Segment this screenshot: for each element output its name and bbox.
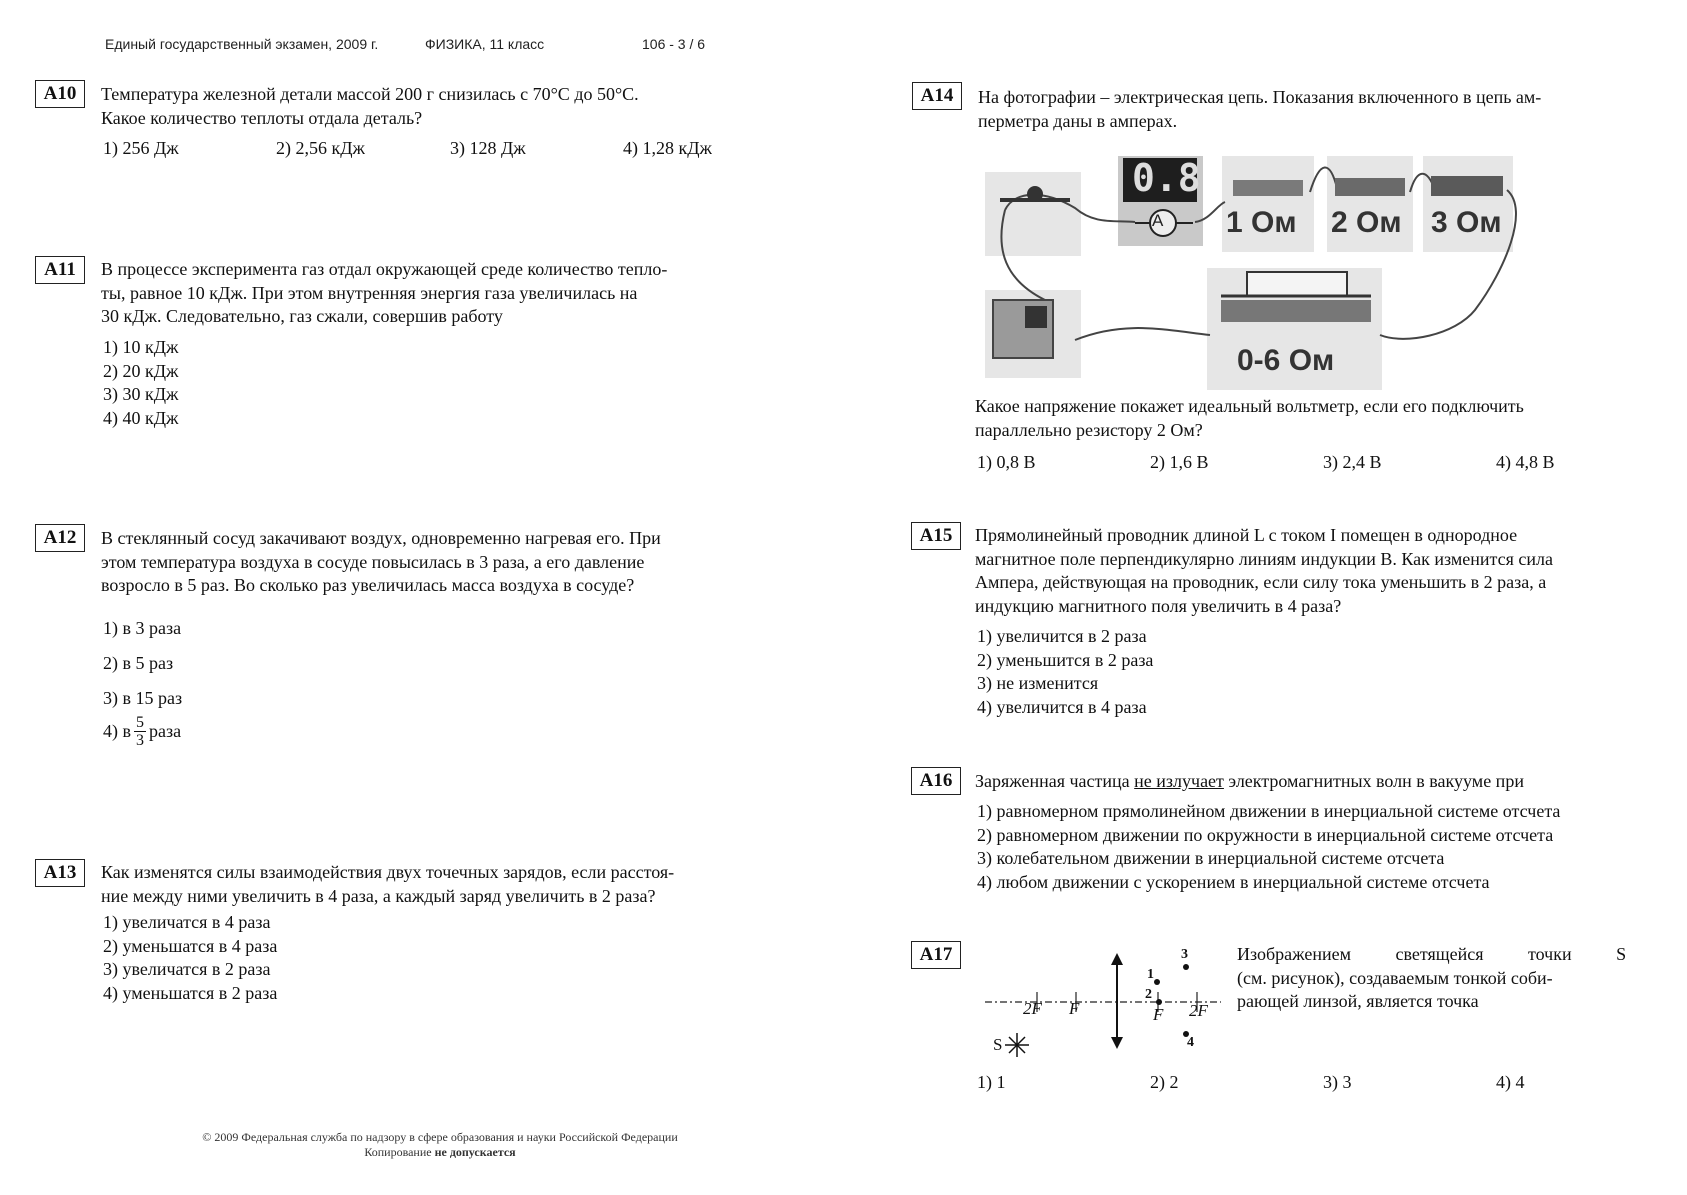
a11-option-4: 4) 40 кДж (103, 407, 179, 428)
a17-option-3: 3) 3 (1323, 1072, 1352, 1092)
label-point-1: 1 (1147, 967, 1154, 982)
label-point-3: 3 (1181, 947, 1188, 962)
label-f-left: F (1069, 999, 1080, 1018)
exam-title: Единый государственный экзамен, 2009 г. (105, 36, 379, 52)
a11-option-2: 2) 20 кДж (103, 360, 179, 381)
a15-text: Прямолинейный проводник длиной L с током I помещен в однородное магнитное поле перпендикулярно линиям индукции B. Как изменится сила Ампера, действующая на проводник, если силу тока уменьшить в 2 раза, а индукцию магнитного поля увеличить в 4 раза? (975, 525, 1553, 616)
footer-copyright: © 2009 Федеральная служба по надзору в сфере образования и науки Российской Федерации (202, 1130, 678, 1144)
a15-option-4: 4) увеличится в 4 раза (977, 696, 1147, 717)
a16-option-4: 4) любом движении с ускорением в инерциальной системе отсчета (977, 871, 1490, 892)
a17-option-4: 4) 4 (1496, 1072, 1525, 1092)
fraction: $\frac{5}{3}$ (136, 714, 144, 749)
a15-option-3: 3) не изменится (977, 673, 1099, 693)
a17-option-2: 2) 2 (1150, 1072, 1179, 1092)
rheostat-label: 0-6 Ом (1237, 344, 1335, 377)
label-f-right: F (1153, 1005, 1164, 1024)
a16-option-3: 3) колебательном движении в инерциальной системе отсчета (977, 848, 1445, 868)
a12-option-4: 4) в $\frac{5}{3}$ раза (103, 714, 182, 749)
label-source-s: S (993, 1035, 1003, 1054)
ammeter-reading: 0.8 (1132, 156, 1201, 200)
a10-number: A10 (35, 80, 85, 108)
a12-option-2: 2) в 5 раз (103, 653, 174, 673)
resistor-1-label: 1 Ом (1226, 206, 1297, 239)
circuit-photo (985, 150, 1540, 390)
a10-option-2: 2) 2,56 кДж (276, 138, 365, 158)
footer-copy-notice: Копирование не допускается (364, 1145, 516, 1159)
a10-option-1: 1) 256 Дж (103, 138, 179, 158)
label-point-4: 4 (1187, 1035, 1194, 1050)
a12-option-3: 3) в 15 раз (103, 688, 183, 708)
ammeter-symbol-label: A (1152, 211, 1164, 230)
a15-option-2: 2) уменьшится в 2 раза (977, 649, 1154, 670)
a13-option-2: 2) уменьшатся в 4 раза (103, 935, 278, 956)
a17-text: Изображением светящейся точки S (см. рисунок), создаваемым тонкой соби- рающей линзой, является точка (1237, 944, 1627, 1011)
a12-option-1: 1) в 3 раза (103, 618, 182, 638)
a11-option-3: 3) 30 кДж (103, 384, 179, 404)
a16-options (977, 800, 1560, 894)
a16-text: Заряженная частица не излучает электромагнитных волн в вакууме при (975, 771, 1524, 791)
resistor-3-label: 3 Ом (1431, 206, 1502, 239)
a16-option-2: 2) равномерном движении по окружности в инерциальной системе отсчета (977, 824, 1554, 845)
label-2f-right: 2F (1189, 1001, 1208, 1020)
a10-option-4: 4) 1,28 кДж (623, 138, 712, 158)
a14-option-1: 1) 0,8 В (977, 452, 1036, 472)
resistor-2-label: 2 Ом (1331, 206, 1402, 239)
subject-label: ФИЗИКА, 11 класс (425, 36, 545, 52)
a10-text: Температура железной детали массой 200 г снизилась с 70°С до 50°С. Какое количество теплоты отдала деталь? (101, 84, 639, 128)
a10-option-3: 3) 128 Дж (450, 138, 526, 158)
a14-option-4: 4) 4,8 В (1496, 452, 1555, 472)
a12-number: A12 (35, 524, 85, 552)
a16-number: A16 (911, 767, 961, 795)
a13-number: A13 (35, 859, 85, 887)
a15-options (977, 625, 1153, 719)
a12-text: В стеклянный сосуд закачивают воздух, одновременно нагревая его. При этом температура воздуха в сосуде повысилась в 3 раза, а его давление возросло в 5 раз. Во сколько раз увеличилась масса воздуха в сосуде? (101, 528, 661, 595)
a14-question: Какое напряжение покажет идеальный вольтметр, если его подключить параллельно резистору 2 Ом? (975, 396, 1524, 440)
label-2f-left: 2F (1023, 999, 1042, 1018)
a14-number: A14 (912, 82, 962, 110)
a17-option-1: 1) 1 (977, 1072, 1006, 1092)
a11-option-1: 1) 10 кДж (103, 337, 179, 357)
a17-number: A17 (911, 941, 961, 969)
a11-number: A11 (35, 256, 85, 284)
a15-option-1: 1) увеличится в 2 раза (977, 626, 1147, 646)
a11-text: В процессе эксперимента газ отдал окружающей среде количество тепло- ты, равное 10 кДж. При этом внутренняя энергия газа увеличилась на 30 кДж. Следовательно, газ сжали, совершив работу (101, 259, 668, 326)
a14-option-2: 2) 1,6 В (1150, 452, 1209, 472)
footer (100, 1130, 780, 1160)
a13-option-4: 4) уменьшатся в 2 раза (103, 982, 278, 1003)
a13-options (103, 911, 277, 1005)
a11-options (103, 336, 178, 430)
a13-option-3: 3) увеличатся в 2 раза (103, 959, 271, 979)
label-point-2: 2 (1145, 987, 1152, 1002)
lens-diagram (983, 945, 1223, 1065)
page-number: 106 - 3 / 6 (642, 36, 706, 52)
a15-number: A15 (911, 522, 961, 550)
a14-text: На фотографии – электрическая цепь. Показания включенного в цепь ам- перметра даны в амперах. (978, 87, 1542, 131)
a13-option-1: 1) увеличатся в 4 раза (103, 912, 271, 932)
a13-text: Как изменятся силы взаимодействия двух точечных зарядов, если расстоя- ние между ними увеличить в 4 раза, а каждый заряд увеличить в 2 раза? (101, 862, 675, 906)
a14-option-3: 3) 2,4 В (1323, 452, 1382, 472)
a16-option-1: 1) равномерном прямолинейном движении в инерциальной системе отсчета (977, 801, 1561, 821)
